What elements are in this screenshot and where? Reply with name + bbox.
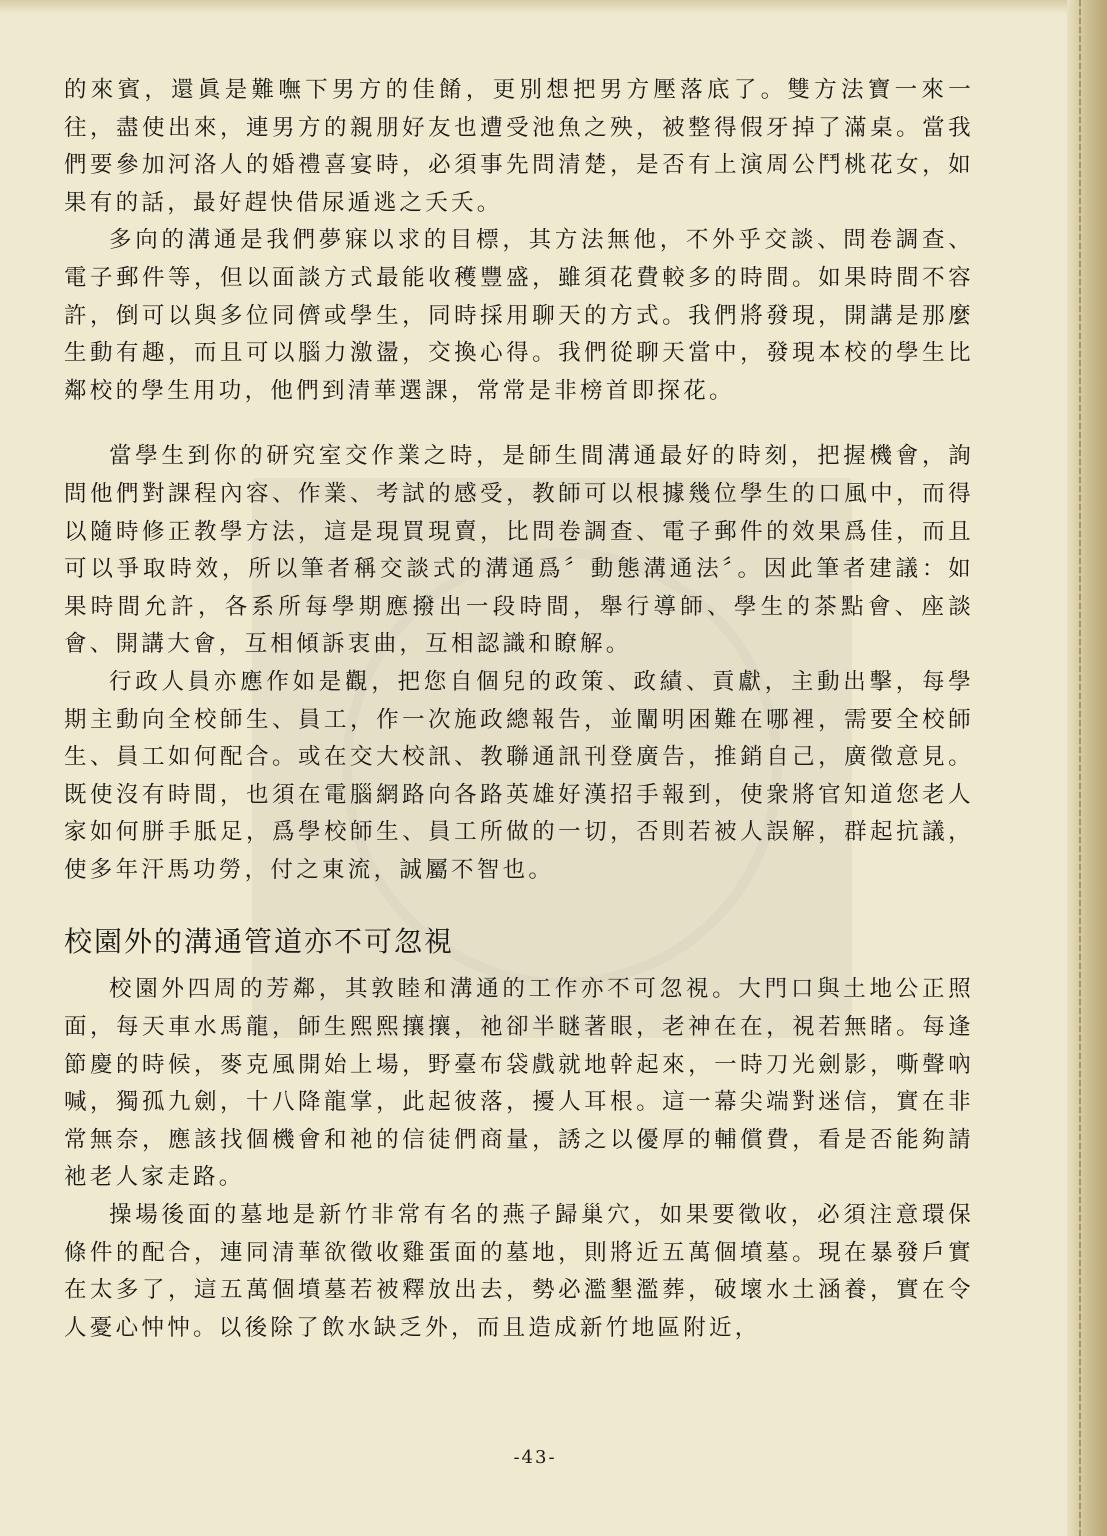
paragraph-administration: 行政人員亦應作如是觀，把您自個兒的政策、政績、貢獻，主動出擊，每學期主動向全校師生、員工，作一次施政總報告，並闡明困難在哪裡，需要全校師生、員工如何配合。或在交大校訊、教聯通訊刊登廣告，推銷自己，廣徵意見。既使沒有時間，也須在電腦網路向各路英雄好漢招手報到，使衆將官知道您老人家如何胼手胝足，爲學校師生、員工所做的一切，否則若被人誤解，群起抗議，使多年汗馬功勞，付之東流，誠屬不智也。 [64,668,974,883]
paragraph-continued: 的來賓，還眞是難嘸下男方的佳餚，更別想把男方壓落底了。雙方法寶一來一往，盡使出來，連男方的親朋好友也遭受池魚之殃，被整得假牙掉了滿桌。當我們要參加河洛人的婚禮喜宴時，必須事先問清楚，是否有上演周公鬥桃花女，如果有的話，最好趕快借尿遁逃之夭夭。 [64,77,974,216]
paragraph-neighbors: 校園外四周的芳鄰，其敦睦和溝通的工作亦不可忽視。大門口與土地公正照面，每天車水馬龍，師生熙熙攘攘，祂卻半瞇著眼，老神在在，視若無睹。每逢節慶的時候，麥克風開始上場，野臺布袋戲就地幹起來，一時刀光劍影，嘶聲吶喊，獨孤九劍，十八降龍掌，此起彼落，擾人耳根。這一幕尖端對迷信，實在非常無奈，應該找個機會和祂的信徒們商量，誘之以優厚的輔償費，看是否能夠請祂老人家走路。 [64,976,974,1191]
paragraph-cemetery: 操場後面的墓地是新竹非常有名的燕子歸巢穴，如果要徵收，必須注意環保條件的配合，連同清華欲徵收雞蛋面的墓地，則將近五萬個墳墓。現在暴發戶實在太多了，這五萬個墳墓若被釋放出去，勢必濫墾濫葬，破壞水土涵養，實在令人憂心忡忡。以後除了飲水缺乏外，而且造成新竹地區附近， [64,1202,974,1341]
page-number: -43- [513,1447,557,1468]
page-top-shadow [0,0,1107,14]
paragraph-gap [64,410,974,438]
page-content [64,72,974,1347]
paragraph-multiway-communication: 多向的溝通是我們夢寐以求的目標，其方法無他，不外乎交談、問卷調查、電子郵件等，但以面談方式最能收穫豐盛，雖須花費較多的時間。如果時間不容許，倒可以與多位同儕或學生，同時採用聊天的方式。我們將發現，開講是那麼生動有趣，而且可以腦力激盪，交換心得。我們從聊天當中，發現本校的學生比鄰校的學生用功，他們到清華選課，常常是非榜首即探花。 [64,227,974,404]
paragraph-student-office-visit: 當學生到你的研究室交作業之時，是師生間溝通最好的時刻，把握機會，詢問他們對課程內容、作業、考試的感受，教師可以根據幾位學生的口風中，而得以隨時修正教學方法，這是現買現賣，比問卷調查、電子郵件的效果爲佳，而且可以爭取時效，所以筆者稱交談式的溝通爲〞動態溝通法〞。因此筆者建議：如果時間允許，各系所每學期應撥出一段時間，舉行導師、學生的茶點會、座談會、開講大會，互相傾訴衷曲，互相認識和瞭解。 [64,443,974,658]
section-heading: 校園外的溝通管道亦不可忽視 [64,925,455,959]
book-page-edge [1067,0,1107,1536]
